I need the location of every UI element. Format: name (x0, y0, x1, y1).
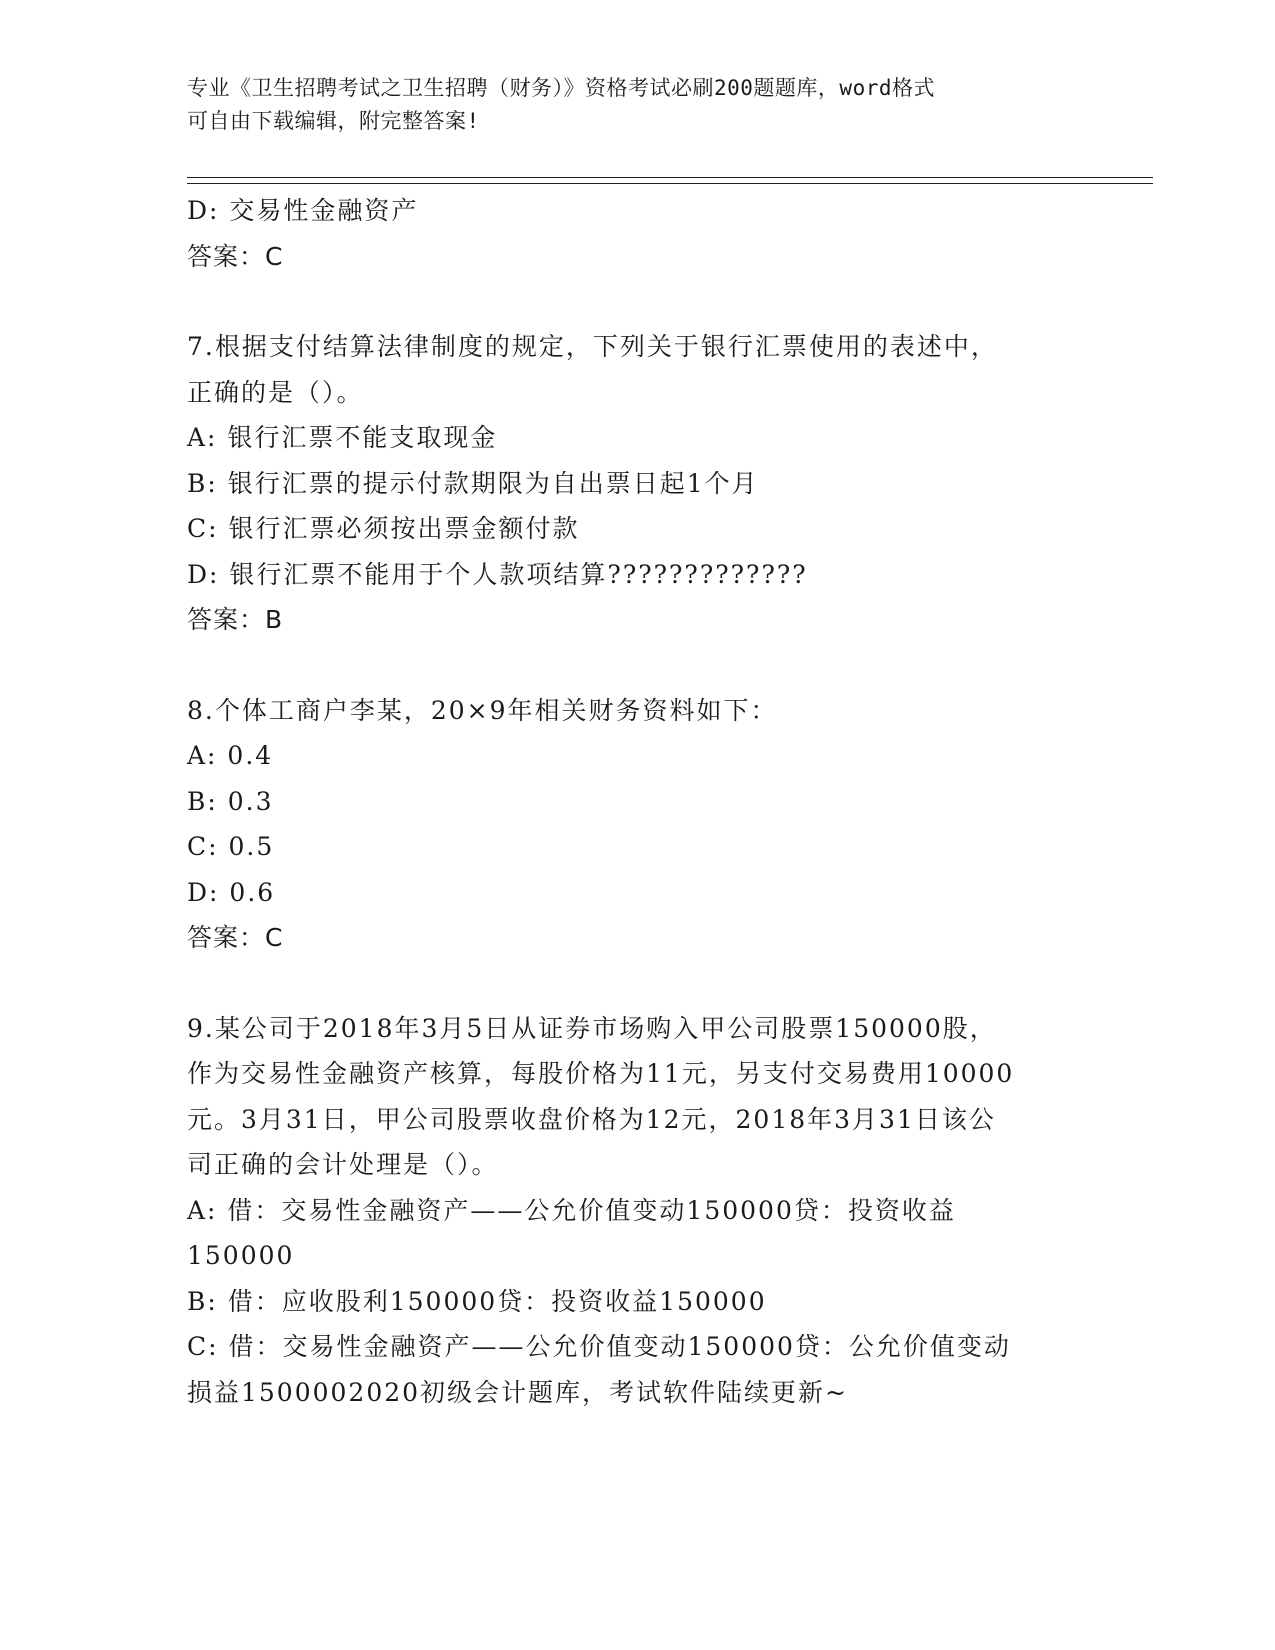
question-block-8 (187, 688, 1087, 961)
question-stem: 7.根据支付结算法律制度的规定，下列关于银行汇票使用的表述中， (187, 332, 998, 361)
header-line-2: 可自由下载编辑，附完整答案! (187, 109, 480, 133)
option-a-continued: 150000 (187, 1241, 295, 1270)
option-a: A: 银行汇票不能支取现金 (187, 423, 498, 452)
answer-line: 答案：C (187, 241, 284, 271)
question-stem: 正确的是（）。 (187, 377, 364, 407)
option-c-continued: 损益1500002020初级会计题库，考试软件陆续更新~ (187, 1377, 849, 1407)
question-stem: 9.某公司于2018年3月5日从证券市场购入甲公司股票150000股， (187, 1013, 997, 1043)
option-b: B: 借：应收股利150000贷：投资收益150000 (187, 1286, 767, 1316)
answer-line: 答案：B (187, 605, 284, 634)
option-b: B: 0.3 (187, 786, 274, 816)
question-block-7 (187, 324, 1087, 643)
option-c: C: 银行汇票必须按出票金额付款 (187, 514, 580, 543)
option-c: C: 0.5 (187, 832, 275, 861)
document-header (187, 72, 1067, 138)
question-stem: 作为交易性金融资产核算，每股价格为11元，另支付交易费用10000 (187, 1059, 1015, 1088)
question-stem: 8.个体工商户李某，20×9年相关财务资料如下： (187, 695, 778, 725)
option-a: A: 0.4 (187, 741, 274, 770)
answer-line: 答案：C (187, 923, 284, 952)
header-line-1: 专业《卫生招聘考试之卫生招聘（财务）》资格考试必刷200题题库，word格式 (187, 76, 935, 100)
option-a: A: 借：交易性金融资产——公允价值变动150000贷：投资收益 (187, 1195, 956, 1225)
header-divider-bottom (187, 183, 1153, 184)
option-d: D: 银行汇票不能用于个人款项结算????????????? (187, 559, 808, 589)
question-block-9 (187, 1006, 1087, 1416)
question-content (187, 188, 1087, 1415)
question-stem: 元。3月31日，甲公司股票收盘价格为12元，2018年3月31日该公 (187, 1104, 996, 1134)
option-d: D: 0.6 (187, 877, 276, 907)
option-d: D: 交易性金融资产 (187, 196, 419, 225)
header-divider-top (187, 177, 1153, 178)
option-c: C: 借：交易性金融资产——公允价值变动150000贷：公允价值变动 (187, 1332, 1011, 1361)
option-b: B: 银行汇票的提示付款期限为自出票日起1个月 (187, 468, 759, 498)
question-block-6 (187, 188, 1087, 279)
question-stem: 司正确的会计处理是（）。 (187, 1150, 499, 1179)
